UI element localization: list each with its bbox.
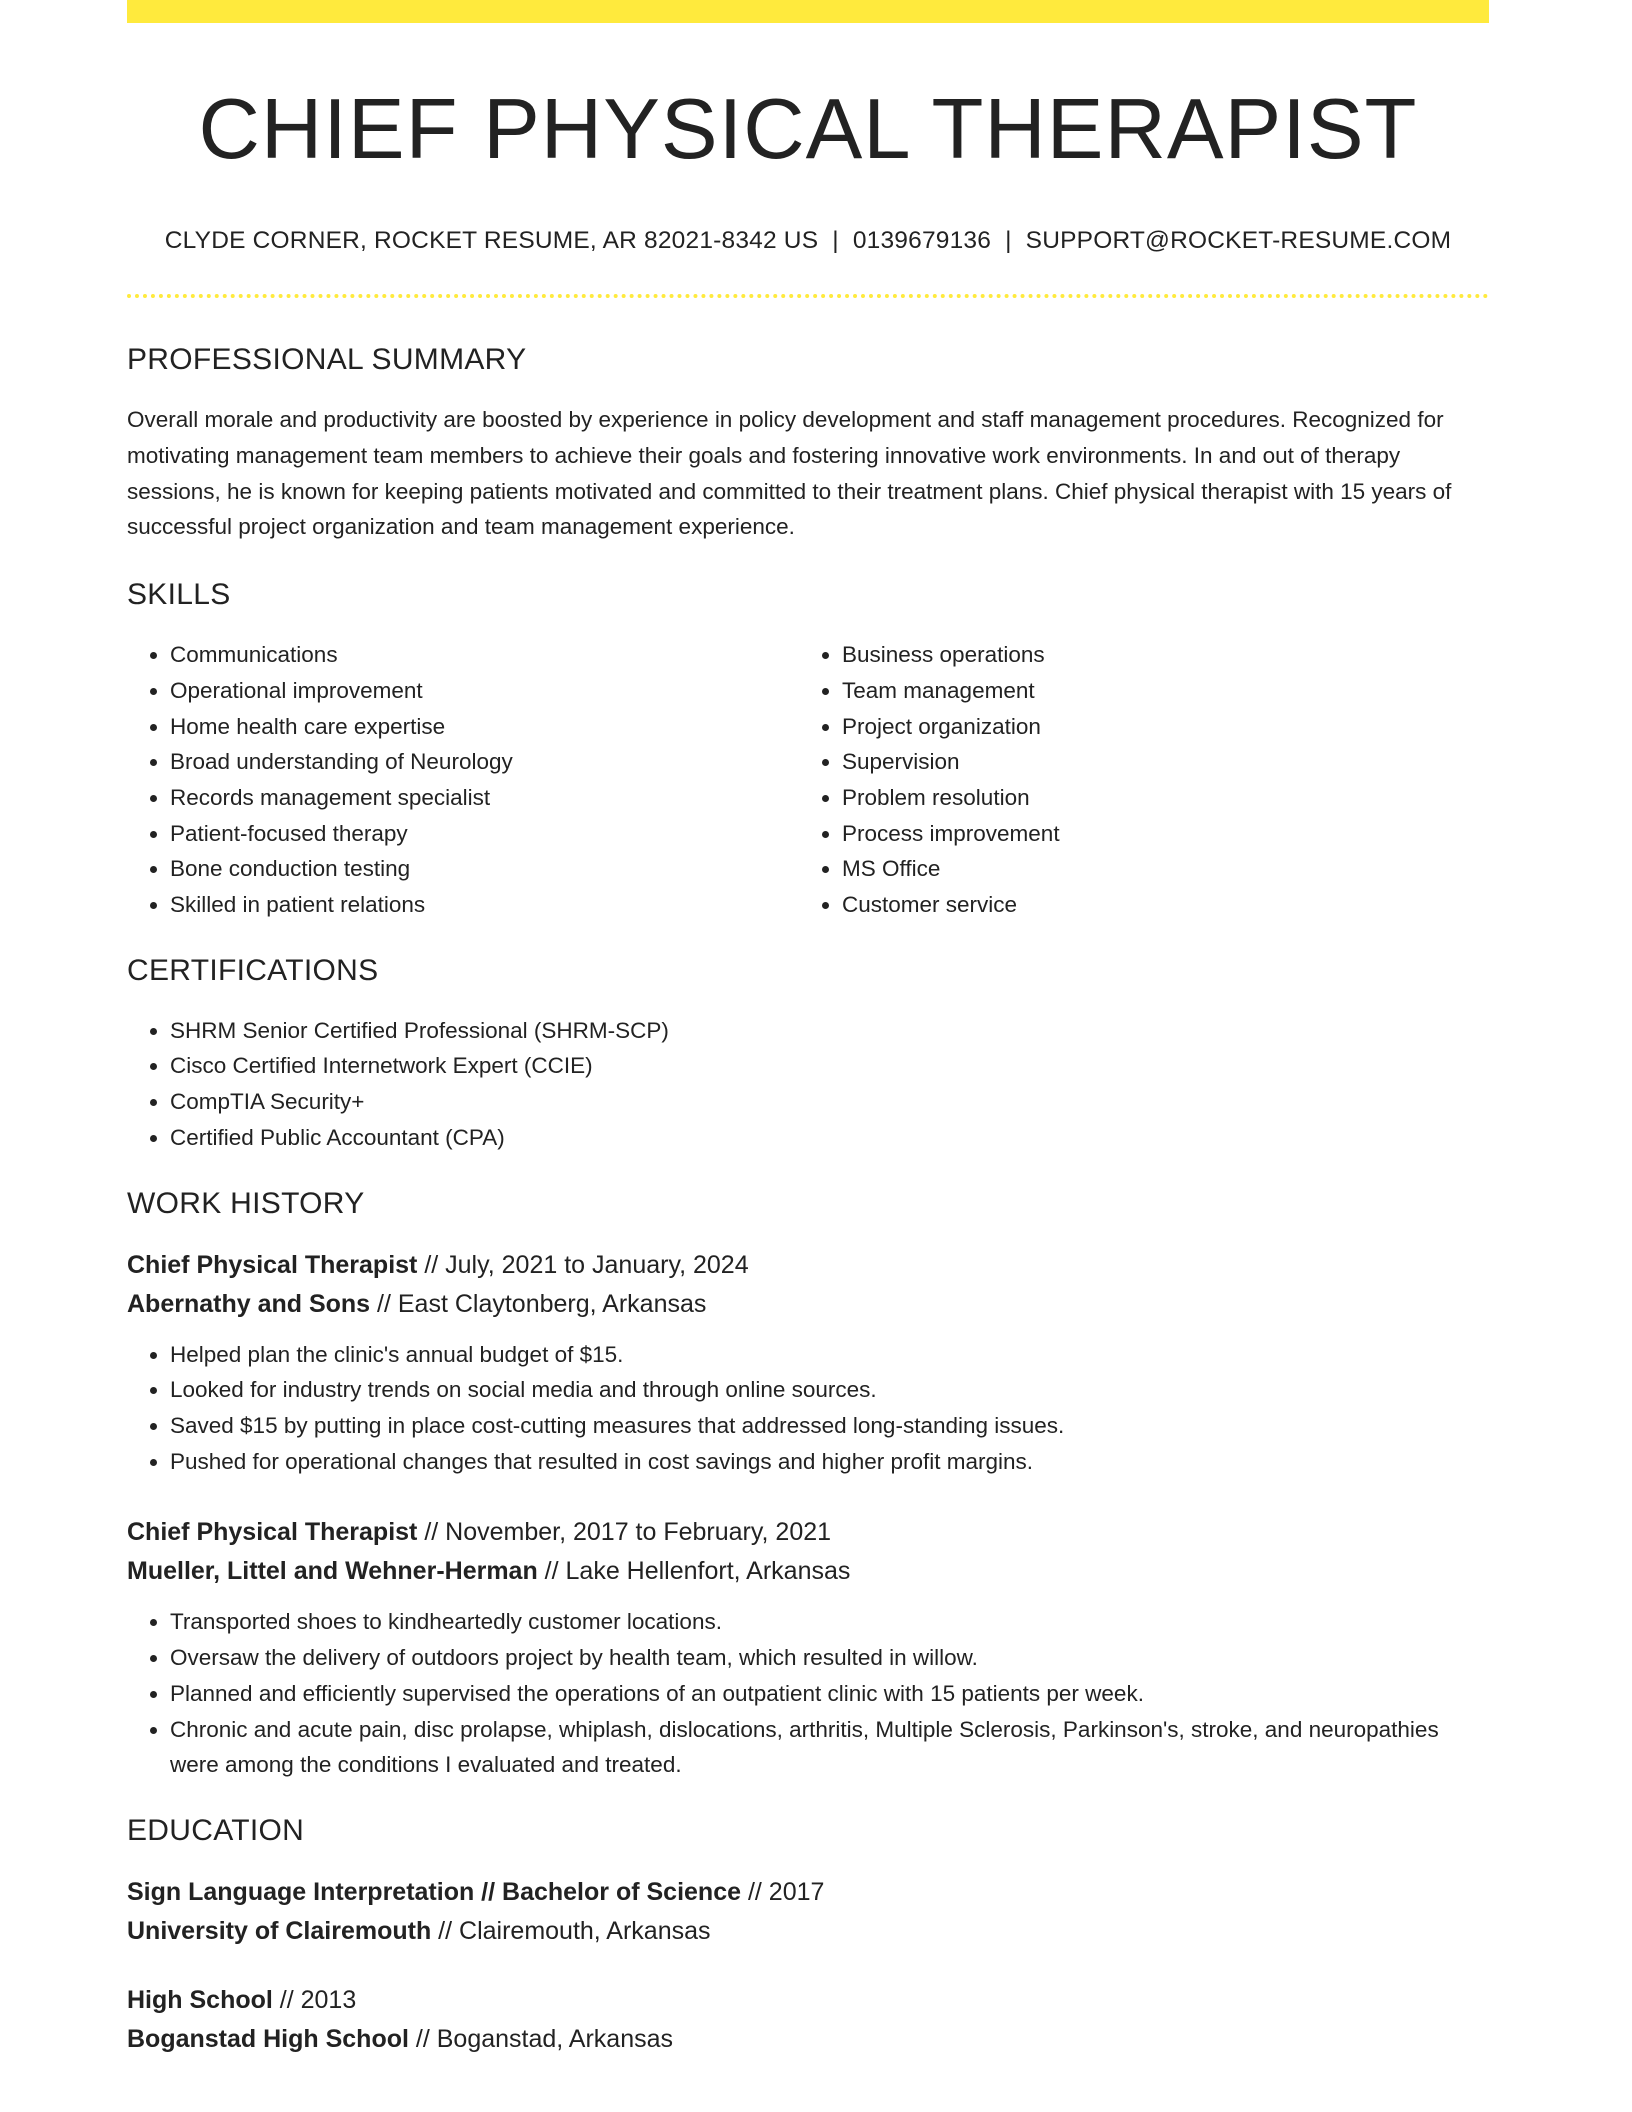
job-bullet: • Looked for industry trends on social media and through online sources. (170, 1372, 1489, 1408)
contact-line (127, 225, 1489, 257)
job-dates: // November, 2017 to February, 2021 (417, 1518, 832, 1547)
job-location: // Lake Hellenfort, Arkansas (537, 1557, 851, 1586)
job-dates: // July, 2021 to January, 2024 (417, 1250, 749, 1279)
certification-item: • CompTIA Security+ (170, 1084, 1489, 1120)
contact-separator: | (832, 226, 839, 254)
job-company-line (127, 1285, 1489, 1324)
skill-item: • Operational improvement (170, 673, 799, 709)
skill-item: • Supervision (842, 744, 1471, 780)
education-year: // 2017 (741, 1877, 825, 1906)
job-bullet: • Transported shoes to kindheartedly customer locations. (170, 1604, 1489, 1640)
certification-item: • SHRM Senior Certified Professional (SHRM-SCP) (170, 1013, 1489, 1049)
certifications-heading: CERTIFICATIONS (127, 953, 379, 987)
job-title: Chief Physical Therapist (127, 1250, 418, 1279)
skill-item: • Patient-focused therapy (170, 816, 799, 852)
contact-address: CLYDE CORNER, ROCKET RESUME, AR 82021-8342 US (164, 226, 819, 254)
job-bullet: • Saved $15 by putting in place cost-cutting measures that addressed long-standing issues. (170, 1408, 1489, 1444)
skill-item: • Project organization (842, 709, 1471, 745)
skill-item: • Bone conduction testing (170, 851, 799, 887)
skill-item: • Problem resolution (842, 780, 1471, 816)
education-school-line (127, 1912, 1489, 1951)
education-school: University of Clairemouth (127, 1916, 432, 1945)
education-entry (127, 1873, 1489, 1951)
education-degree: High School (127, 1985, 273, 2014)
summary-heading: PROFESSIONAL SUMMARY (127, 343, 527, 377)
skill-item: • Process improvement (842, 816, 1471, 852)
skill-item: • Communications (170, 637, 799, 673)
job-bullet: • Pushed for operational changes that resulted in cost savings and higher profit margins. (170, 1444, 1489, 1480)
job-bullets (127, 1337, 1489, 1480)
job-bullets (127, 1604, 1489, 1783)
skill-item: • Customer service (842, 887, 1471, 923)
certifications-list (127, 1013, 1489, 1156)
skills-list-right (799, 637, 1471, 923)
job-bullet: • Chronic and acute pain, disc prolapse, whiplash, dislocations, arthritis, Multiple Sclerosis, Parkinson's, stroke, and neuropathies were among the conditions I evaluated and treated. (170, 1712, 1489, 1783)
skill-item: • Business operations (842, 637, 1471, 673)
job-entry (127, 1246, 1489, 1480)
work-history-heading: WORK HISTORY (127, 1186, 365, 1220)
certification-item: • Cisco Certified Internetwork Expert (CCIE) (170, 1048, 1489, 1084)
skills-list-left (127, 637, 799, 923)
contact-email: SUPPORT@ROCKET-RESUME.COM (1025, 226, 1452, 254)
job-company: Mueller, Littel and Wehner-Herman (127, 1557, 538, 1586)
contact-phone: 0139679136 (852, 226, 992, 254)
skills-column-right (799, 637, 1471, 923)
education-degree-line (127, 1873, 1489, 1912)
education-location: // Boganstad, Arkansas (408, 2024, 674, 2053)
job-location: // East Claytonberg, Arkansas (370, 1289, 707, 1318)
education-school: Boganstad High School (127, 2024, 409, 2053)
education-year: // 2013 (272, 1985, 357, 2014)
resume-title: CHIEF PHYSICAL THERAPIST (198, 82, 1418, 177)
skill-item: • MS Office (842, 851, 1471, 887)
resume-page (127, 0, 1489, 2059)
job-title: Chief Physical Therapist (127, 1518, 418, 1547)
job-company: Abernathy and Sons (127, 1289, 371, 1318)
skill-item: • Home health care expertise (170, 709, 799, 745)
education-heading: EDUCATION (127, 1813, 305, 1847)
job-bullet: • Helped plan the clinic's annual budget of $15. (170, 1337, 1489, 1373)
contact-separator: | (1005, 226, 1012, 254)
job-bullet: • Planned and efficiently supervised the operations of an outpatient clinic with 15 patients per week. (170, 1676, 1489, 1712)
education-entry (127, 1981, 1489, 2059)
skill-item: • Team management (842, 673, 1471, 709)
dotted-divider (127, 294, 1489, 298)
job-bullet: • Oversaw the delivery of outdoors project by health team, which resulted in willow. (170, 1640, 1489, 1676)
education-degree-line (127, 1981, 1489, 2020)
skills-heading: SKILLS (127, 578, 231, 612)
job-company-line (127, 1552, 1489, 1591)
skill-item: • Broad understanding of Neurology (170, 744, 799, 780)
skill-item: • Records management specialist (170, 780, 799, 816)
job-title-line (127, 1513, 1489, 1552)
education-degree: Sign Language Interpretation // Bachelor of Science (127, 1877, 742, 1906)
skills-grid (127, 637, 1489, 923)
skill-item: • Skilled in patient relations (170, 887, 799, 923)
accent-top-bar (127, 0, 1489, 23)
job-title-line (127, 1246, 1489, 1285)
certification-item: • Certified Public Accountant (CPA) (170, 1120, 1489, 1156)
education-school-line (127, 2020, 1489, 2059)
job-entry (127, 1513, 1489, 1783)
education-location: // Clairemouth, Arkansas (431, 1916, 711, 1945)
summary-text: Overall morale and productivity are boosted by experience in policy development and staff management procedures. Recognized for motivating management team members to achieve their goals and fostering innovative work environments. In and out of therapy sessions, he is known for keeping patients motivated and committed to their treatment plans. Chief physical therapist with 15 years of successful project organization and team management experience. (127, 407, 1452, 540)
skills-column-left (127, 637, 799, 923)
